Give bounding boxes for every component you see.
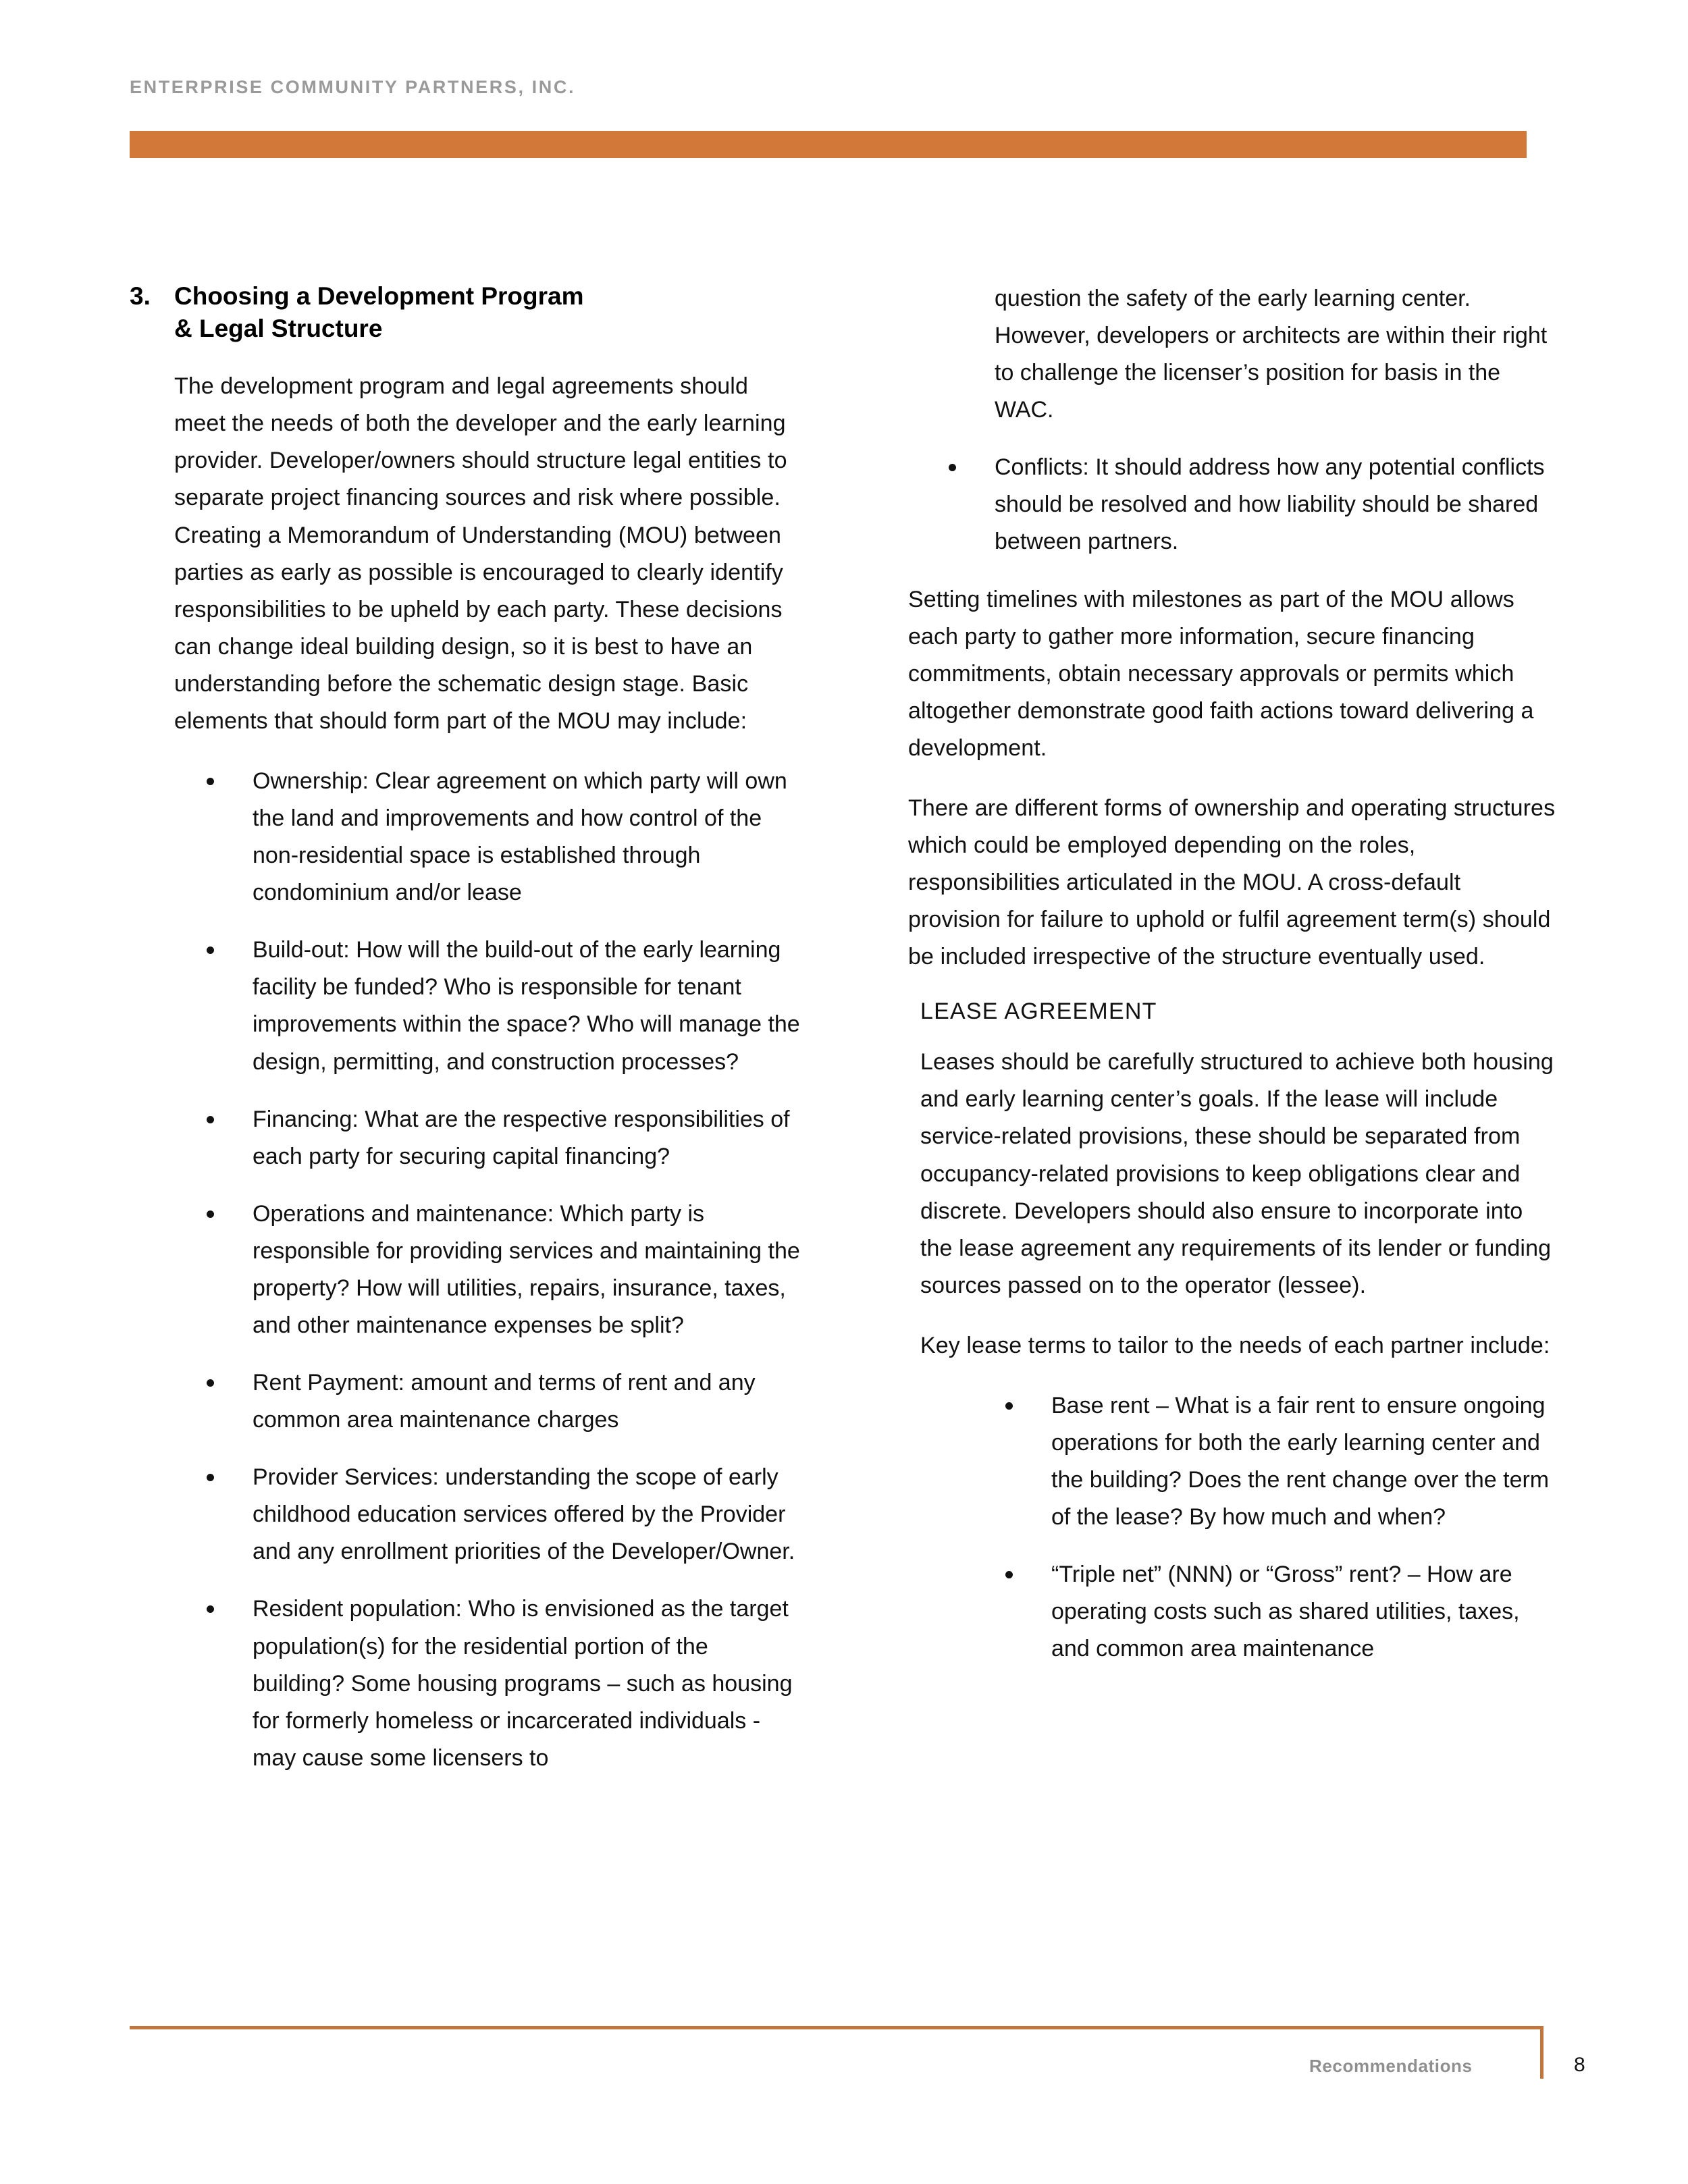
bullet-dot-icon	[1005, 1571, 1013, 1578]
list-item-text: Provider Services: understanding the scope of early childhood education services offered by the Provider and any enrollment priorities of the Developer/Owner.	[253, 1464, 795, 1565]
bullet-dot-icon	[207, 1210, 214, 1218]
section-heading-line1: Choosing a Development Program	[174, 282, 584, 310]
list-item-text: Financing: What are the respective responsibilities of each party for securing capital financing?	[253, 1106, 790, 1169]
section-number: 3.	[130, 282, 151, 310]
paragraph-timelines: Setting timelines with milestones as part of the MOU allows each party to gather more information, secure financing commitments, obtain necessary approvals or permits which altogether demonstrate good faith actions toward delivering a development.	[908, 586, 1534, 761]
list-item-text: “Triple net” (NNN) or “Gross” rent? – How are operating costs such as shared utilities, taxes, and common area maintenance	[1051, 1562, 1520, 1662]
section-heading-wrap	[174, 280, 584, 345]
paragraph-key-terms: Key lease terms to tailor to the needs of each partner include:	[920, 1332, 1550, 1358]
list-item	[204, 1196, 805, 1344]
list-item	[1003, 1556, 1556, 1668]
list-item-text: Rent Payment: amount and terms of rent and any common area maintenance charges	[253, 1370, 756, 1433]
list-item	[1003, 1387, 1556, 1536]
mou-elements-list	[130, 763, 805, 1777]
continued-bullet-list	[908, 280, 1556, 561]
lease-terms-list	[908, 1387, 1556, 1668]
list-item-text: Conflicts: It should address how any potential conflicts should be resolved and how liability should be shared between partners.	[995, 454, 1545, 555]
paragraph-ownership: There are different forms of ownership and operating structures which could be employed depending on the roles, responsibilities articulated in the MOU. A cross-default provision for failure to uphold or fulfil agreement term(s) should be included irrespective of the structure eventually used.	[908, 795, 1556, 970]
list-item-text: Ownership: Clear agreement on which party will own the land and improvements and how control of the non-residential space is established through condominium and/or lease	[253, 768, 787, 906]
bullet-dot-icon	[207, 947, 214, 954]
bullet-dot-icon	[949, 464, 956, 471]
footer-accent-rule	[130, 2026, 1542, 2029]
intro-paragraph: The development program and legal agreements should meet the needs of both the developer and the early learning provider. Developer/owners should structure legal entities to separate project financing sources and risk where possible. Creating a Memorandum of Understanding (MOU) between parties as early as possible is encouraged to clearly identify responsibilities to be upheld by each party. These decisions can change ideal building design, so it is best to have an understanding before the schematic design stage. Basic elements that should form part of the MOU may include:	[174, 373, 787, 734]
page-number: 8	[1574, 2054, 1585, 2076]
organization-name: ENTERPRISE COMMUNITY PARTNERS, INC.	[130, 77, 576, 97]
bullet-dot-icon	[207, 778, 214, 785]
list-item	[204, 1591, 805, 1776]
bullet-dot-icon	[207, 1474, 214, 1481]
footer-section-label: Recommendations	[1309, 2056, 1473, 2076]
list-item-text: Resident population: Who is envisioned as the target population(s) for the residential portion of the building? Some housing programs – such as housing for formerly homeless or incarcerated individuals - may cause some licensers to	[253, 1596, 793, 1771]
continued-text: question the safety of the early learning center. However, developers or architects are within their right to challenge the licenser’s position for basis in the WAC.	[995, 286, 1548, 423]
left-column	[130, 280, 805, 1797]
list-item	[204, 1364, 805, 1439]
lease-agreement-heading: LEASE AGREEMENT	[920, 998, 1157, 1025]
bullet-dot-icon	[207, 1605, 214, 1613]
list-item-text: Operations and maintenance: Which party is responsible for providing services and maintaining the property? How will utilities, repairs, insurance, taxes, and other maintenance expenses be split?	[253, 1200, 800, 1338]
right-column	[908, 280, 1556, 1688]
list-item	[204, 1101, 805, 1175]
bullet-dot-icon	[1005, 1402, 1013, 1410]
list-item	[204, 932, 805, 1080]
bullet-dot-icon	[207, 1116, 214, 1123]
bullet-dot-icon	[207, 1379, 214, 1387]
list-item	[204, 763, 805, 911]
footer-accent-tick	[1540, 2026, 1544, 2079]
list-item-continuation	[946, 280, 1556, 429]
header-accent-bar	[130, 131, 1527, 158]
paragraph-lease: Leases should be carefully structured to achieve both housing and early learning center’s goals. If the lease will include service-related provisions, these should be separated from occupancy-related provisions to keep obligations clear and discrete. Developers should also ensure to incorporate into the lease agreement any requirements of its lender or funding sources passed on to the operator (lessee).	[920, 1049, 1554, 1298]
section-title	[130, 280, 805, 345]
list-item-text: Build-out: How will the build-out of the early learning facility be funded? Who is responsible for tenant improvements within the space? Who will manage the design, permitting, and construction processes?	[253, 937, 800, 1075]
section-heading-line2: & Legal Structure	[174, 315, 383, 343]
list-item	[204, 1459, 805, 1570]
list-item	[946, 449, 1556, 560]
list-item-text: Base rent – What is a fair rent to ensure ongoing operations for both the early learning center and the building? Does the rent change over the term of the lease? By how much and when?	[1051, 1392, 1550, 1530]
